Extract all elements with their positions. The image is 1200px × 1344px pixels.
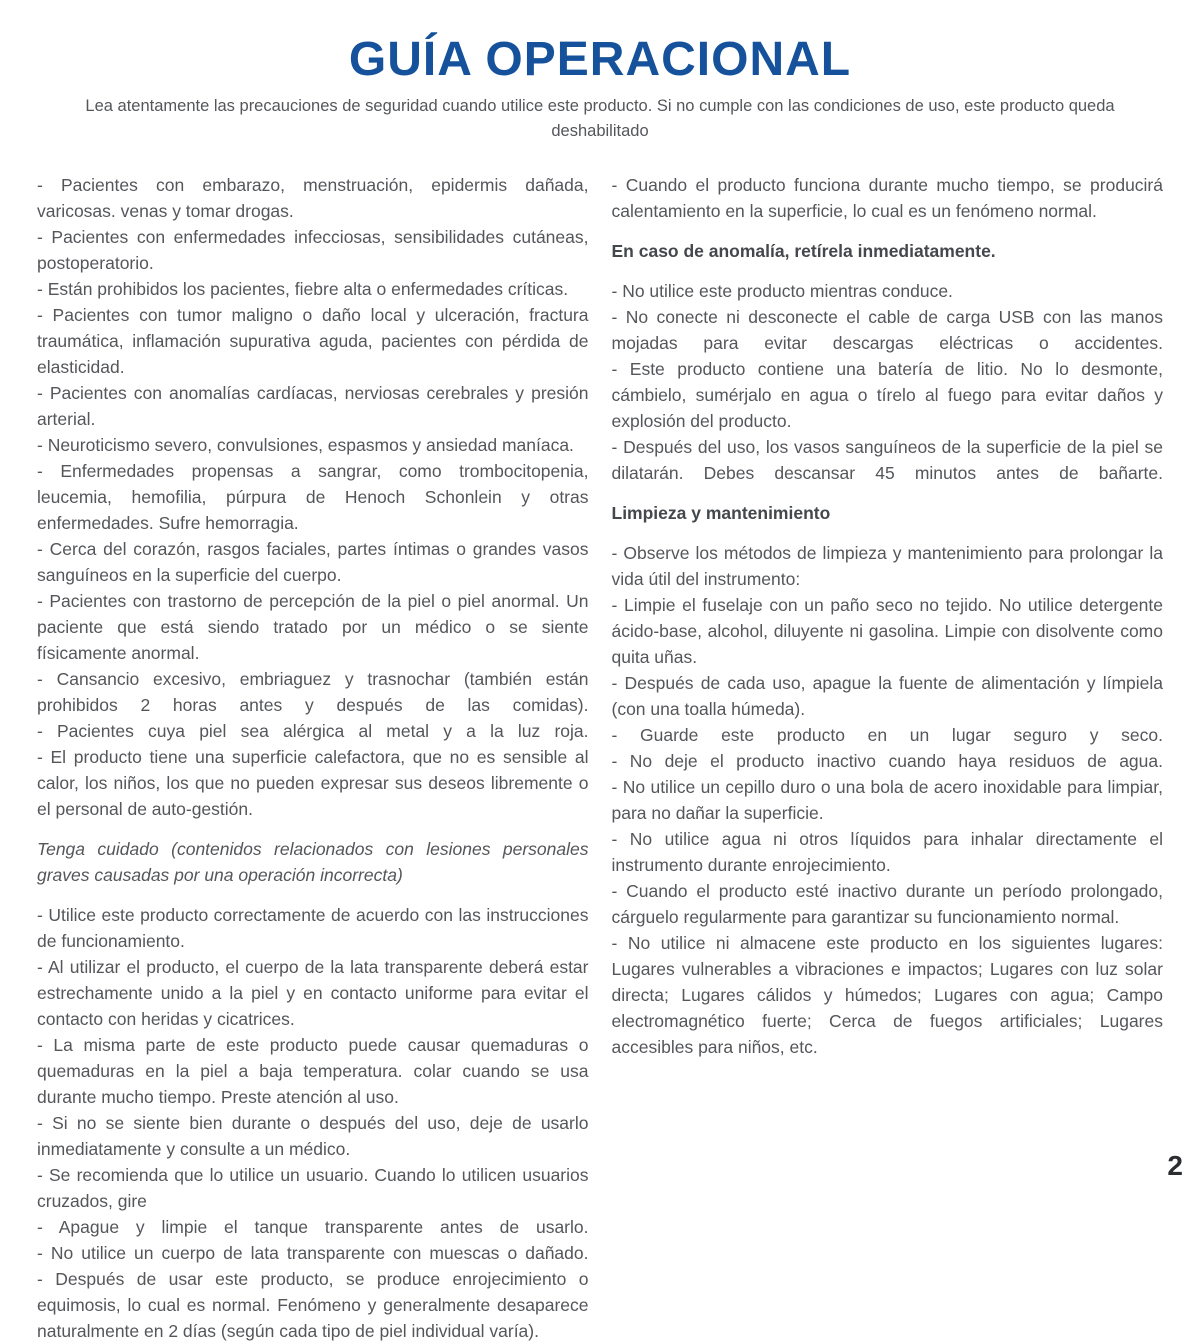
page-header — [0, 0, 1200, 144]
body-paragraph: - Pacientes con embarazo, menstruación, epidermis dañada, varicosas. venas y tomar drogas. — [37, 175, 589, 221]
body-paragraph: - El producto tiene una superficie calefactora, que no es sensible al calor, los niños, los que no pueden expresar sus deseos libremente o el personal de auto-gestión. — [37, 747, 589, 819]
body-paragraph: - Neuroticismo severo, convulsiones, espasmos y ansiedad maníaca. — [37, 435, 574, 455]
body-paragraph: - Utilice este producto correctamente de acuerdo con las instrucciones de funcionamiento. — [37, 905, 589, 951]
body-paragraph: - No utilice agua ni otros líquidos para inhalar directamente el instrumento durante enrojecimiento. — [611, 829, 1163, 875]
body-paragraph: - Este producto contiene una batería de litio. No lo desmonte, cámbielo, sumérjalo en agua o tírelo al fuego para evitar daños y explosión del producto. — [611, 359, 1163, 431]
body-paragraph: - Cuando el producto funciona durante mucho tiempo, se producirá calentamiento en la superficie, lo cual es un fenómeno normal. — [611, 175, 1163, 221]
body-paragraph: - No utilice un cuerpo de lata transparente con muescas o dañado. — [37, 1243, 589, 1263]
body-paragraph: - Están prohibidos los pacientes, fiebre alta o enfermedades críticas. — [37, 279, 569, 299]
left-column — [37, 172, 589, 1344]
right-column — [612, 172, 1164, 1344]
body-paragraph: - Cuando el producto esté inactivo durante un período prolongado, cárguelo regularmente para garantizar su funcionamiento normal. — [611, 881, 1163, 927]
body-paragraph: - Cansancio excesivo, embriaguez y trasnochar (también están prohibidos 2 horas antes y después de las comidas). — [37, 669, 589, 715]
body-paragraph: - Si no se siente bien durante o después del uso, deje de usarlo inmediatamente y consulte a un médico. — [37, 1113, 589, 1159]
section-heading: En caso de anomalía, retírela inmediatamente. — [611, 241, 996, 261]
body-paragraph: - La misma parte de este producto puede causar quemaduras o quemaduras en la piel a baja temperatura. colar cuando se usa durante mucho tiempo. Preste atención al uso. — [37, 1035, 589, 1107]
page-title: GUÍA OPERACIONAL — [348, 33, 852, 86]
body-paragraph: - Pacientes con anomalías cardíacas, nerviosas cerebrales y presión arterial. — [37, 383, 589, 429]
body-paragraph: - Pacientes cuya piel sea alérgica al metal y a la luz roja. — [37, 721, 589, 741]
page-number: 2 — [1167, 1150, 1183, 1181]
body-paragraph: - Se recomienda que lo utilice un usuario. Cuando lo utilicen usuarios cruzados, gire — [37, 1165, 589, 1211]
body-paragraph: - Observe los métodos de limpieza y mantenimiento para prolongar la vida útil del instrumento: — [611, 543, 1163, 589]
body-paragraph: - Pacientes con trastorno de percepción de la piel o piel anormal. Un paciente que está siendo tratado por un médico o se siente físicamente anormal. — [37, 591, 589, 663]
body-paragraph: - Al utilizar el producto, el cuerpo de la lata transparente deberá estar estrechamente unido a la piel y en contacto uniforme para evitar el contacto con heridas y cicatrices. — [37, 957, 589, 1029]
body-paragraph: - Después de usar este producto, se produce enrojecimiento o equimosis, lo cual es normal. Fenómeno y generalmente desaparece naturalmente en 2 días (según cada tipo de piel individual varía). — [37, 1269, 589, 1341]
body-paragraph: - Enfermedades propensas a sangrar, como trombocitopenia, leucemia, hemofilia, púrpura de Henoch Schonlein y otras enfermedades. Sufre hemorragia. — [37, 461, 589, 533]
body-paragraph: - Después de cada uso, apague la fuente de alimentación y límpiela (con una toalla húmeda). — [611, 673, 1163, 719]
body-paragraph: - No utilice un cepillo duro o una bola de acero inoxidable para limpiar, para no dañar la superficie. — [611, 777, 1163, 823]
body-paragraph: - No utilice este producto mientras conduce. — [611, 281, 953, 301]
body-paragraph: - Apague y limpie el tanque transparente antes de usarlo. — [37, 1217, 589, 1237]
body-paragraph: - Guarde este producto en un lugar seguro y seco. — [611, 725, 1163, 745]
page-subtitle: Lea atentamente las precauciones de seguridad cuando utilice este producto. Si no cumple con las condiciones de uso, este producto queda deshabilitado — [85, 97, 1115, 140]
section-heading: Limpieza y mantenimiento — [611, 503, 831, 523]
document-body — [0, 172, 1200, 1344]
body-paragraph: - No deje el producto inactivo cuando haya residuos de agua. — [611, 751, 1163, 771]
caution-note: Tenga cuidado (contenidos relacionados con lesiones personales graves causadas por una operación incorrecta) — [37, 839, 589, 885]
body-paragraph: - Pacientes con tumor maligno o daño local y ulceración, fractura traumática, inflamación supurativa aguda, pacientes con pérdida de elasticidad. — [37, 305, 589, 377]
body-paragraph: - Cerca del corazón, rasgos faciales, partes íntimas o grandes vasos sanguíneos en la superficie del cuerpo. — [37, 539, 589, 585]
body-paragraph: - Limpie el fuselaje con un paño seco no tejido. No utilice detergente ácido-base, alcohol, diluyente ni gasolina. Limpie con disolvente como quita uñas. — [611, 595, 1163, 667]
body-paragraph: - No utilice ni almacene este producto en los siguientes lugares: Lugares vulnerables a vibraciones e impactos; Lugares con luz solar directa; Lugares cálidos y húmedos; Lugares con agua; Campo electromagnético fuerte; Cerca de fuegos artificiales; Lugares accesibles para niños, etc. — [611, 933, 1163, 1057]
body-paragraph: - Pacientes con enfermedades infecciosas, sensibilidades cutáneas, postoperatorio. — [37, 227, 589, 273]
body-paragraph: - No conecte ni desconecte el cable de carga USB con las manos mojadas para evitar descargas eléctricas o accidentes. — [611, 307, 1163, 353]
body-paragraph: - Después del uso, los vasos sanguíneos de la superficie de la piel se dilatarán. Debes descansar 45 minutos antes de bañarte. — [611, 437, 1163, 483]
